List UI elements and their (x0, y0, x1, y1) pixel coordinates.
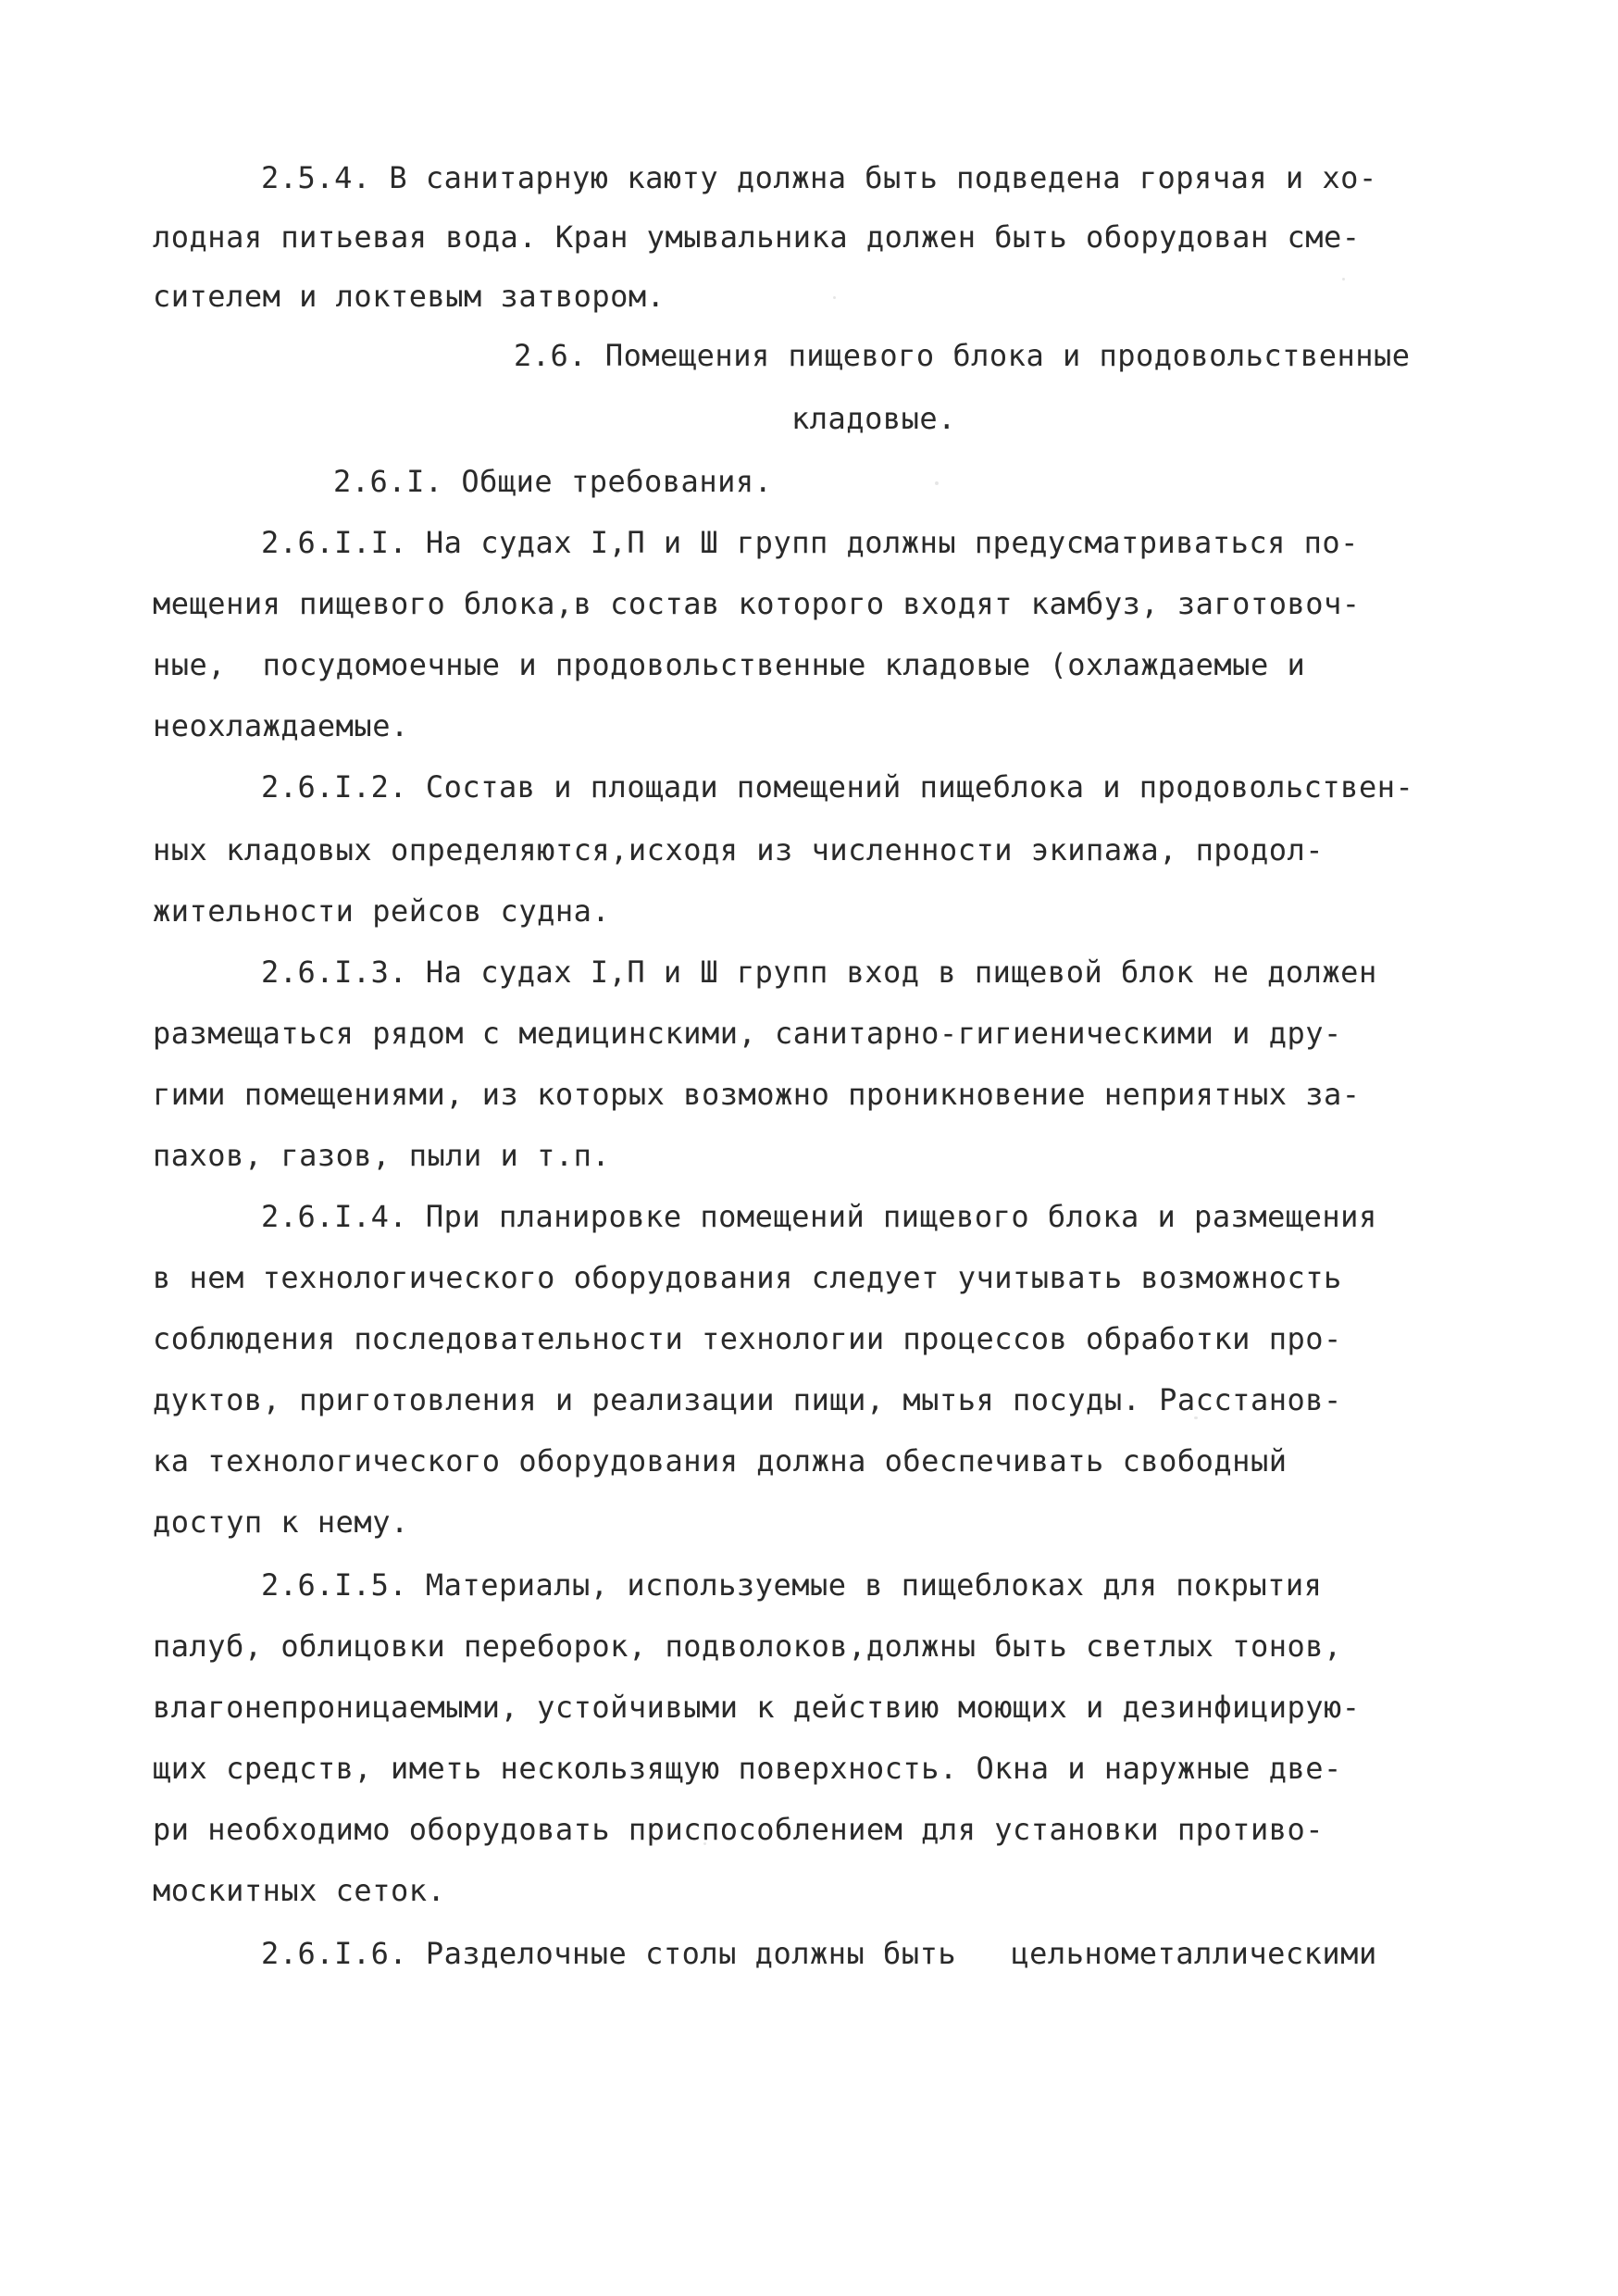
text-line: в нем технологического оборудования следует учитывать возможность (153, 1260, 1342, 1295)
scan-speck (935, 481, 939, 485)
text-line: мещения пищевого блока,в состав которого входят камбуз, заготовоч- (153, 586, 1361, 621)
text-line: доступ к нему. (153, 1504, 409, 1540)
text-line: ных кладовых определяются,исходя из численности экипажа, продол- (153, 832, 1324, 867)
text-line: 2.5.4. В санитарную каюту должна быть подведена горячая и хо- (261, 160, 1377, 195)
text-line: 2.6.I.4. При планировке помещений пищевого блока и размещения (261, 1199, 1377, 1234)
scan-speck (1194, 1416, 1198, 1419)
text-line: размещаться рядом с медицинскими, санитарно-гигиеническими и дру- (153, 1016, 1342, 1051)
text-line: москитных сеток. (153, 1873, 446, 1908)
text-line: 2.6.I.I. На судах I,П и Ш групп должны предусматриваться по- (261, 525, 1359, 560)
section-heading: 2.6. Помещения пищевого блока и продовольственные (514, 338, 1411, 373)
text-line: ные, посудомоечные и продовольственные кладовые (охлаждаемые и (153, 647, 1306, 682)
text-line: 2.6.I.5. Материалы, используемые в пищеблоках для покрытия (261, 1567, 1323, 1603)
text-line: ри необходимо оборудовать приспособлением для установки противо- (153, 1812, 1324, 1847)
text-line: гими помещениями, из которых возможно проникновение неприятных за- (153, 1077, 1361, 1112)
text-line: жительности рейсов судна. (153, 893, 611, 929)
text-line: лодная питьевая вода. Кран умывальника должен быть оборудован сме- (153, 219, 1361, 255)
text-line: сителем и локтевым затвором. (153, 279, 666, 314)
text-line: 2.6.I.2. Состав и площади помещений пищеблока и продовольствен- (261, 769, 1414, 805)
text-line: дуктов, приготовления и реализации пищи, мытья посуды. Расстанов- (153, 1382, 1342, 1417)
section-heading-cont: кладовые. (791, 401, 956, 436)
subsection-heading: 2.6.I. Общие требования. (333, 464, 773, 499)
text-line: соблюдения последовательности технологии процессов обработки про- (153, 1321, 1342, 1356)
scan-speck (1342, 278, 1345, 281)
text-line: 2.6.I.6. Разделочные столы должны быть цельнометаллическими (261, 1936, 1377, 1971)
text-line: пахов, газов, пыли и т.п. (153, 1138, 611, 1173)
text-line: неохлаждаемые. (153, 708, 409, 743)
text-line: щих средств, иметь нескользящую поверхность. Окна и наружные две- (153, 1751, 1342, 1786)
text-line: ка технологического оборудования должна обеспечивать свободный (153, 1443, 1288, 1479)
scan-speck (833, 296, 836, 299)
text-line: влагонепроницаемыми, устойчивыми к действию моющих и дезинфицирую- (153, 1690, 1361, 1725)
text-line: 2.6.I.3. На судах I,П и Ш групп вход в пищевой блок не должен (261, 955, 1377, 990)
scan-speck (703, 1842, 706, 1845)
text-line: палуб, облицовки переборок, подволоков,должны быть светлых тонов, (153, 1628, 1342, 1664)
